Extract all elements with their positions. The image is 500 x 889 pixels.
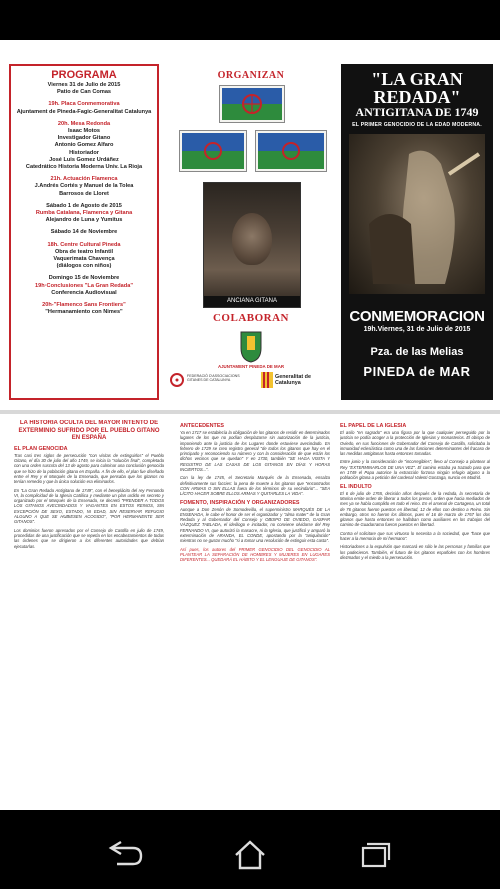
programa-line: 19h·Conclusiones "La Gran Redada" xyxy=(35,282,133,289)
programa-line: Patio de Can Comas xyxy=(56,89,112,96)
fagic-label: FEDERACIÓ D'ASSOCIACIONS GITANES DE CATALUNYA xyxy=(187,374,240,383)
cover-panel xyxy=(341,64,493,400)
ajuntament-logo xyxy=(233,330,269,364)
back-arrow-icon xyxy=(105,838,145,872)
home-icon xyxy=(230,838,270,872)
programa-line: Isaac Motos xyxy=(67,128,101,135)
cover-tagline: EL PRIMER GENOCIDIO DE LA EDAD MODERNA. xyxy=(352,122,482,128)
programa-line: 21h. Actuación Flamenca xyxy=(50,176,118,183)
gitano-flag-icon xyxy=(258,133,324,169)
programa-line: Sábado 14 de Noviembre xyxy=(50,229,118,236)
programa-line: J.Andrés Cortés y Manuel de la Tolea xyxy=(34,183,134,190)
portrait-caption: ANCIANA GITANA xyxy=(204,296,300,307)
organizers-panel xyxy=(167,64,335,400)
painting-figures xyxy=(349,134,485,294)
cover-date: 19h.Viernes, 31 de Julio de 2015 xyxy=(363,326,471,333)
logo-asociacion-badalona xyxy=(255,130,327,172)
history-paragraph: Los dominios fueron apresados por el Consejo de Castilla en julio de 1749, procedidas de una justificación que se repetía en los encabezamientos de todas las órdenes que se dirigieron a los diferentes autoridades que debían ejecutarlas. xyxy=(14,527,164,549)
section-fomento: FOMENTO, INSPIRACIÓN Y ORGANIZADORES xyxy=(180,499,300,506)
history-paragraph: Tras casi tres siglos de persecución "con visitas de extinguirlos" el Pueblo Gitano, el día 30 de julio del año 1749, se inicia la "solución final", completada con una orden suscrita del 13 de agosto para culminar una conclusión genocida que se hizo de la población gitana en España. A fin de ello, el plan fue diseñado entre el Rey y el Marqués de la Ensenada, que pensaba que los gitanos no tenían remedio y que la única solución era eliminarlos. xyxy=(14,452,164,485)
programa-line: Ajuntament de Pineda-Fagic-Generalitat Catalunya xyxy=(16,108,152,115)
colaboran-heading: COLABORAN xyxy=(212,312,289,324)
iglesia-paragraph: Entre junio y la consideración de "incorregibles", llevo al Consejo a plantear al Rey "EXTERMINARLOS DE UNA VEZ". El camino estaba ya trazado para que en 1749 el Papa autorice la extracción forzosa ningún refugio alguno a la población gitana a petición del cardenal Valenti Gonzaga, nuncio en Madrid. xyxy=(340,459,490,481)
portrait-face xyxy=(232,213,272,265)
cover-painting xyxy=(349,134,485,294)
fomento-paragraph: Aunque a Don Zenón de Somodevilla, el superministro MARQUÉS DE LA ENSENADA, le cabe el honor de ser el organizador y "alma mater" de la Gran Redada y al Gobernador del Consejo y OBISPO DE OVIEDO, GASPAR VÁZQUEZ TABLADA, el ideólogo e incitador, no conviene olvidarse del Rey FERNANDO VI, que autorizó la masacre, ni la Iglesia, que justificó y amparó la exterminación de ARANDA, EL CONDE, apostando por la "aniquilación" mientras no se gustar mucho "si a tomar una resolución de extinguir esta casta". xyxy=(180,506,330,544)
programa-line: 20h-"Flamenco Sans Frontiers" xyxy=(42,302,126,309)
programa-line: 18h. Centre Cultural Pineda xyxy=(47,241,121,248)
programa-line: Obra de teatro Infantil xyxy=(54,248,114,255)
indulto-paragraph: Historiadores a la expulsión que marcará en sólo le las personas y familias que los padecieron. También, el futuro de los gitanos españoles con los hombres diezmados y el miedo a la persecución. xyxy=(340,544,490,560)
programa-line: José Luis Gomez Urdáñez xyxy=(49,156,119,163)
text-column-history xyxy=(14,420,164,800)
cover-conmemoracion: CONMEMORACION xyxy=(349,308,485,325)
programa-line: Vaquerimata Chavença xyxy=(53,256,115,263)
cover-title: "LA GRAN REDADA" xyxy=(371,69,463,107)
indulto-paragraph: Contra el solicitare que sus virtuoso lo necesita a la sociedad, que "hace que hacer a la memoria de mi hermano". xyxy=(340,530,490,542)
coat-of-arms-icon xyxy=(233,330,269,364)
programa-panel xyxy=(9,64,159,400)
generalitat-label: Generalitat de Catalunya xyxy=(275,374,311,386)
programa-line: Antonio Gomez Alfaro xyxy=(54,142,114,149)
programa-line: Alejandro de Luna y Yumitus xyxy=(45,217,123,224)
programa-line: 19h. Placa Conmemorativa xyxy=(48,101,120,108)
navigation-bar xyxy=(0,820,500,889)
antecedentes-paragraph: Con la ley de 1745, el Secretario Marqués de la Ensenada, ensalza definitivamente sus faccies: la pena de muerte a los gitanos que "encontrados CON ARMAS O SIN ELLAS fuera de los términos de su vecindario"... "SEA LÍCITO HACER SOBRE ELLOS ARMAS Y QUITARLES LA VIDA". xyxy=(180,475,330,497)
section-iglesia: EL PAPEL DE LA IGLESIA xyxy=(340,423,407,429)
status-bar xyxy=(0,0,500,28)
programa-line: "Hermanamiento con Nimes" xyxy=(45,309,123,316)
fagic-logo xyxy=(169,372,185,388)
indulto-paragraph: El 6 de julio de 1765, decisión años después de la redada, la secretaría de Marina emite orden de liberar a todos los presos, orden que hacia mediados de mes ya se había cumplido en todo el reino. En el arsenal de Cartagena, un total de 76 gitanos fueron puestos en libertad, 12 de ellos con destino a Reino. Sin embargo, otros no fueron los últimos, pues el 16 de marzo de 1767 los dos gitanos que hasta entonces se hallaban como auxiliares en los trabajos del camino de Guadarrama fueron puestos en libertad. xyxy=(340,490,490,528)
programa-line: Conferencia Audiovisual xyxy=(51,289,117,296)
generalitat-stripes-icon xyxy=(261,372,273,388)
programa-line: Barrosos de Lloret xyxy=(59,190,109,197)
ajuntament-label: AJUNTAMENT PINEDA DE MAR xyxy=(217,364,285,369)
generalitat-logo xyxy=(261,372,273,388)
programa-line: Rumba Catalana, Flamenca y Gitana xyxy=(35,210,133,217)
programa-line: (diálogos con niños) xyxy=(56,263,112,270)
programa-line: Sábado 1 de Agosto de 2015 xyxy=(46,202,122,209)
section-plan-genocida: EL PLAN GENOCIDA xyxy=(14,445,68,452)
section-antecedentes: ANTECEDENTES xyxy=(180,423,225,429)
gitano-wheel-icon xyxy=(222,88,282,120)
section-indulto: EL INDULTO xyxy=(340,483,372,490)
programa-line: Viernes 31 de Julio de 2015 xyxy=(47,82,121,88)
iglesia-paragraph: El asilo "en sagrado" era una figura por la que cualquier perseguido por la justicia se podía acoger a la protección de Iglesias y monasterios. El obispo de Oviedo, en sus funciones de Gobernador del Consejo de Castilla, solicitaba la inmunidad eclesiástica como una de las funciones determinantes del fracaso de las medidas antigitanas hasta entonces tomadas. xyxy=(340,430,490,457)
cover-subtitle: ANTIGITANA DE 1749 xyxy=(355,105,479,119)
programa-line: Domingo 15 de Noviembre xyxy=(48,275,120,282)
back-button[interactable] xyxy=(105,838,145,872)
gitano-flag-icon xyxy=(182,133,244,169)
programa-line: Investigador Gitano xyxy=(57,135,111,142)
portrait-photo xyxy=(203,182,301,308)
programa-lines xyxy=(13,82,155,316)
history-title: LA HISTORIA OCULTA DEL MAYOR INTENTO DE EXTERMINIO SUFRIDO POR EL PUEBLO GITANO EN ESPAÑA xyxy=(18,420,160,442)
cover-city: PINEDA de MAR xyxy=(363,364,471,379)
logo-asociacion-alhariese xyxy=(219,85,285,123)
programa-title: PROGRAMA xyxy=(51,69,117,81)
programa-line: Catedrático Historia Moderna Univ. La Rioja xyxy=(25,164,143,171)
text-column-iglesia xyxy=(340,420,490,800)
programa-line: 20h. Mesa Redonda xyxy=(57,120,111,127)
antecedentes-paragraph: Ya en 1717 se establecía la obligación de los gitanos de residir en determinados lugares de los que no podían desplazarse sin autorización de la justicia, imponiendo ante la justicia de los Lugares donde estuviese avecindado. En febrero de 1729 se creo registro general "de todos los gitanos que hay en el principado y reconociendo su número y con la consideración de que están los dichos vecinos que se quedan" Y en 1730, también "SE HAGA VISITA Y REGISTRO DE LAS CASAS DE LOS GITANOS EN DÍAS Y HORAS INCIERTOS...". xyxy=(180,430,330,473)
home-button[interactable] xyxy=(230,838,270,872)
history-paragraph: En "La Gran Redada Antigitana de 1749", con el beneplácito del rey Fernando VI, la complicidad de la Iglesia Católica y mediante un plan urdido en secreto y organizado por el Marqués de la Ensenada, se decretó "PRENDER A TODOS LOS GITANOS AVECINDADOS Y VAGANTES EN ESTOS REINOS, SIN EXCEPCIÓN DE SEXO, ESTADO, NI EDAD, SIN RESERVAR REFUGIO ALGUNO A QUE SE HUBIESEN ACOGIDO", "POR HERMANENTE SER GITANOS". xyxy=(14,487,164,525)
recent-apps-icon xyxy=(355,838,395,872)
logo-asociacion-lloret xyxy=(179,130,247,172)
cover-place: Pza. de las Melias xyxy=(370,346,464,358)
recent-apps-button[interactable] xyxy=(355,838,395,872)
fomento-paragraph: Así pues, los autores del PRIMER GENOCIDIO DEL GENOCIDIO AL PLANTEAR LA SEPARACIÓN DE HOMBRES Y MUJERES EN LUGARES DIFERENTES... QUEDARÁ EL HÁBITO Y EL LENGUAJE DE GITANOS". xyxy=(180,546,330,563)
programa-line: Historiador xyxy=(69,149,99,156)
fagic-wheel-icon xyxy=(169,372,185,388)
text-column-antecedentes xyxy=(180,420,330,800)
organizan-heading: ORGANIZAN xyxy=(217,70,285,81)
